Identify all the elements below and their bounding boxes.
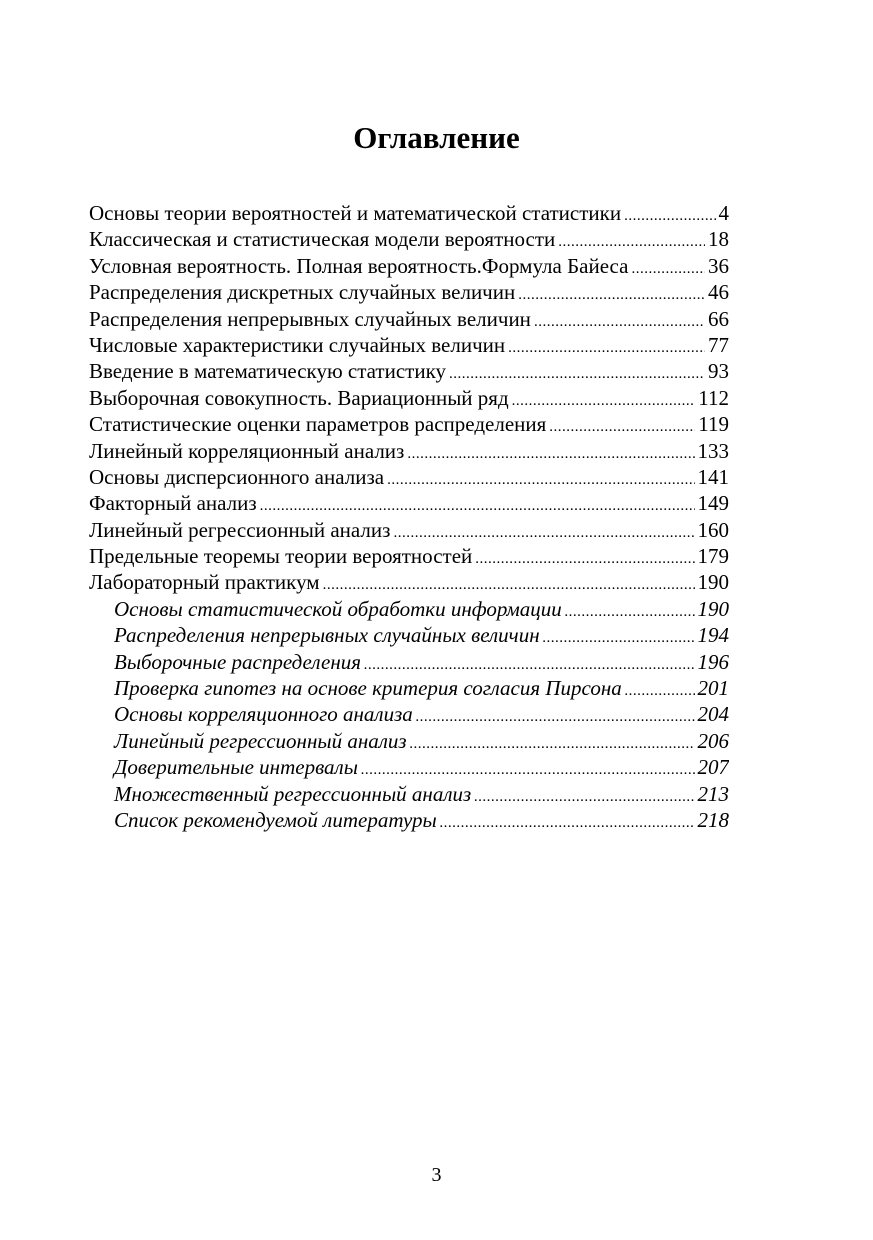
toc-entry bbox=[89, 253, 729, 279]
toc-dot-leader bbox=[549, 414, 695, 437]
toc-dot-leader bbox=[364, 652, 695, 675]
toc-dot-leader bbox=[475, 546, 694, 569]
toc-entry bbox=[89, 490, 729, 516]
toc-dot-leader bbox=[565, 599, 695, 622]
toc-dot-leader bbox=[407, 441, 694, 464]
toc-entry bbox=[89, 306, 729, 332]
toc-entry-page: 218 bbox=[697, 807, 729, 832]
toc-subentry bbox=[89, 807, 729, 833]
toc-dot-leader bbox=[393, 520, 694, 543]
toc-dot-leader bbox=[387, 467, 694, 490]
toc-subentry bbox=[89, 781, 729, 807]
toc-entry bbox=[89, 358, 729, 384]
toc-entry-title: Список рекомендуемой литературы bbox=[114, 807, 437, 832]
toc-entry-page: 4 bbox=[718, 201, 729, 225]
page-title: Оглавление bbox=[353, 120, 520, 155]
toc-entry-title: Основы теории вероятностей и математической статистики bbox=[89, 201, 622, 225]
toc-entry-page: 201 bbox=[697, 676, 729, 701]
toc-dot-leader bbox=[512, 388, 696, 411]
toc-entry-title: Линейный корреляционный анализ bbox=[89, 438, 405, 463]
toc-entry-page: 190 bbox=[697, 570, 729, 595]
toc-entry-title: Основы корреляционного анализа bbox=[114, 702, 413, 727]
toc-entry bbox=[89, 517, 729, 543]
toc-entry-page: 112 bbox=[698, 385, 729, 410]
toc-dot-leader bbox=[440, 810, 695, 833]
toc-dot-leader bbox=[518, 282, 705, 305]
toc-entry-title: Лабораторный практикум bbox=[89, 570, 320, 595]
toc-entry-page: 213 bbox=[697, 781, 729, 806]
toc-entry-title: Предельные теоремы теории вероятностей bbox=[89, 544, 473, 569]
toc-entry-page: 207 bbox=[697, 755, 729, 780]
toc-subentry bbox=[89, 649, 729, 675]
toc-subentry bbox=[89, 596, 729, 622]
toc-entry-page: 141 bbox=[697, 464, 729, 489]
toc-entry-page: 190 bbox=[697, 596, 729, 621]
toc-entry-page: 93 bbox=[708, 359, 729, 384]
toc-dot-leader bbox=[631, 256, 705, 279]
toc-entry-page: 196 bbox=[697, 649, 729, 674]
toc-dot-leader bbox=[543, 625, 695, 648]
toc-dot-leader bbox=[323, 572, 695, 595]
toc-entry-page: 46 bbox=[708, 280, 729, 305]
toc-entry bbox=[89, 411, 729, 437]
toc-entry-page: 119 bbox=[698, 412, 729, 437]
toc-dot-leader bbox=[260, 493, 695, 516]
toc-entry bbox=[89, 543, 729, 569]
toc-entry-title: Доверительные интервалы bbox=[114, 755, 358, 780]
toc-dot-leader bbox=[534, 309, 705, 332]
toc-entry-title: Факторный анализ bbox=[89, 491, 257, 516]
toc-entry-title: Распределения непрерывных случайных величин bbox=[114, 623, 540, 648]
toc-subentry bbox=[89, 754, 729, 780]
toc-entry-title: Основы статистической обработки информации bbox=[114, 596, 562, 621]
toc-entry-page: 77 bbox=[708, 332, 729, 357]
toc-subentry bbox=[89, 728, 729, 754]
toc-entry-page: 160 bbox=[697, 517, 729, 542]
toc-subentry bbox=[89, 701, 729, 727]
toc-dot-leader bbox=[416, 704, 695, 727]
toc-entry-page: 204 bbox=[697, 702, 729, 727]
toc-entry-title: Распределения дискретных случайных величин bbox=[89, 280, 516, 305]
table-of-contents bbox=[89, 200, 729, 833]
toc-entry-page: 206 bbox=[697, 728, 729, 753]
toc-subentry bbox=[89, 675, 729, 701]
toc-entry-page: 179 bbox=[697, 544, 729, 569]
toc-entry-title: Линейный регрессионный анализ bbox=[89, 517, 391, 542]
toc-dot-leader bbox=[361, 757, 695, 780]
toc-entry-title: Проверка гипотез на основе критерия согласия Пирсона bbox=[114, 676, 622, 701]
toc-entry bbox=[89, 279, 729, 305]
toc-entry bbox=[89, 438, 729, 464]
toc-entry-title: Числовые характеристики случайных величин bbox=[89, 332, 506, 357]
toc-entry-title: Классическая и статистическая модели вероятности bbox=[89, 227, 556, 252]
toc-entry-title: Линейный регрессионный анализ bbox=[114, 728, 407, 753]
toc-entry bbox=[89, 464, 729, 490]
toc-dot-leader bbox=[624, 203, 715, 226]
toc-entry bbox=[89, 385, 729, 411]
toc-entry-title: Основы дисперсионного анализа bbox=[89, 464, 385, 489]
toc-entry-page: 36 bbox=[708, 253, 729, 278]
toc-entry-page: 66 bbox=[708, 306, 729, 331]
toc-entry-title: Условная вероятность. Полная вероятность.Формула Байеса bbox=[89, 253, 629, 278]
toc-entry-page: 149 bbox=[697, 491, 729, 516]
page-number: 3 bbox=[431, 1164, 442, 1186]
toc-entry-title: Выборочные распределения bbox=[114, 649, 361, 674]
toc-dot-leader bbox=[410, 731, 695, 754]
toc-entry-title: Множественный регрессионный анализ bbox=[114, 781, 472, 806]
toc-dot-leader bbox=[558, 229, 705, 252]
toc-dot-leader bbox=[625, 678, 695, 701]
toc-subentry bbox=[89, 622, 729, 648]
toc-entry-page: 194 bbox=[697, 623, 729, 648]
toc-entry-title: Введение в математическую статистику bbox=[89, 359, 446, 384]
toc-entry-title: Распределения непрерывных случайных величин bbox=[89, 306, 531, 331]
toc-entry bbox=[89, 226, 729, 252]
toc-dot-leader bbox=[474, 784, 694, 807]
toc-dot-leader bbox=[508, 335, 705, 358]
toc-dot-leader bbox=[449, 361, 705, 384]
toc-entry bbox=[89, 332, 729, 358]
toc-entry-page: 133 bbox=[697, 438, 729, 463]
toc-entry bbox=[89, 569, 729, 595]
toc-entry-title: Статистические оценки параметров распределения bbox=[89, 412, 547, 437]
toc-entry bbox=[89, 200, 729, 226]
toc-entry-title: Выборочная совокупность. Вариационный ряд bbox=[89, 385, 509, 410]
toc-entry-page: 18 bbox=[708, 227, 729, 252]
